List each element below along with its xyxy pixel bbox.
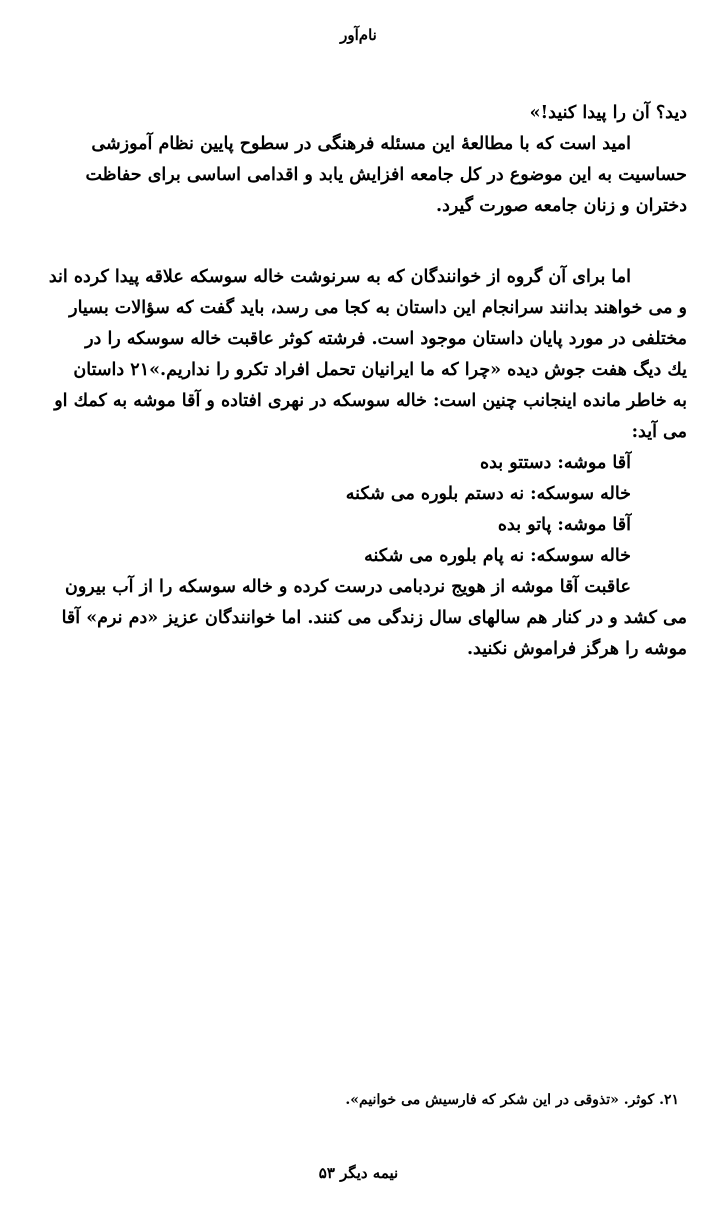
paragraph-2 bbox=[27, 262, 687, 665]
running-header-title: نام‌آور bbox=[340, 26, 377, 44]
paragraph-1-line-3: حساسیت به این موضوع در کل جامعه افزایش یابد و اقدامی اساسی برای حفاظت bbox=[85, 165, 687, 185]
closing-line-2: می کشد و در کنار هم سالهای سال زندگی می کنند. اما خوانندگان عزیز «دم نرم» آقا bbox=[61, 608, 687, 628]
poem-line-3: آقا موشه: پاتو بده bbox=[497, 515, 631, 535]
paragraph-1-line-2: امید است که با مطالعهٔ این مسئله فرهنگی در سطوح پایین نظام آموزشی bbox=[91, 134, 631, 154]
paragraph-1-line-1: دید؟ آن را پیدا کنید!» bbox=[529, 103, 687, 123]
footnote: ۲۱. کوثر. «تذوقی در این شکر که فارسیش می خوانیم». bbox=[345, 1092, 679, 1108]
closing-line-1: عاقبت آقا موشه از هویج نردبامی درست کرده و خاله سوسکه را از آب بیرون bbox=[65, 577, 631, 597]
paragraph-1 bbox=[27, 98, 687, 222]
poem-line-1: آقا موشه: دستتو بده bbox=[479, 453, 631, 473]
paragraph-2-line-1: اما برای آن گروه از خوانندگان که به سرنوشت خاله سوسکه علاقه پیدا کرده اند bbox=[48, 267, 631, 287]
paragraph-2-line-3: مختلفی در مورد پایان داستان موجود است. فرشته کوثر عاقبت خاله سوسکه را در bbox=[85, 329, 687, 349]
poem-line-2: خاله سوسکه: نه دستم بلوره می شکنه bbox=[345, 484, 631, 504]
closing-line-3: موشه را هرگز فراموش نکنید. bbox=[466, 639, 687, 659]
paragraph-1-line-4: دختران و زنان جامعه صورت گیرد. bbox=[435, 196, 687, 216]
poem-line-4: خاله سوسکه: نه پام بلوره می شکنه bbox=[364, 546, 631, 566]
paragraph-2-line-4: یك دیگ هفت جوش دیده «چرا که ما ایرانیان تحمل افراد تکرو را نداریم.»٢١ داستان bbox=[73, 360, 687, 380]
page-footer: نیمه دیگر ۵۳ bbox=[318, 1164, 399, 1182]
paragraph-2-line-5: به خاطر مانده اینجانب چنین است: خاله سوسکه در نهری افتاده و آقا موشه به کمك او bbox=[54, 391, 687, 411]
paragraph-2-line-6: می آید: bbox=[631, 422, 687, 442]
paragraph-2-line-2: و می خواهند بدانند سرانجام این داستان به کجا می رسد، باید گفت که سؤالات بسیار bbox=[69, 298, 687, 318]
